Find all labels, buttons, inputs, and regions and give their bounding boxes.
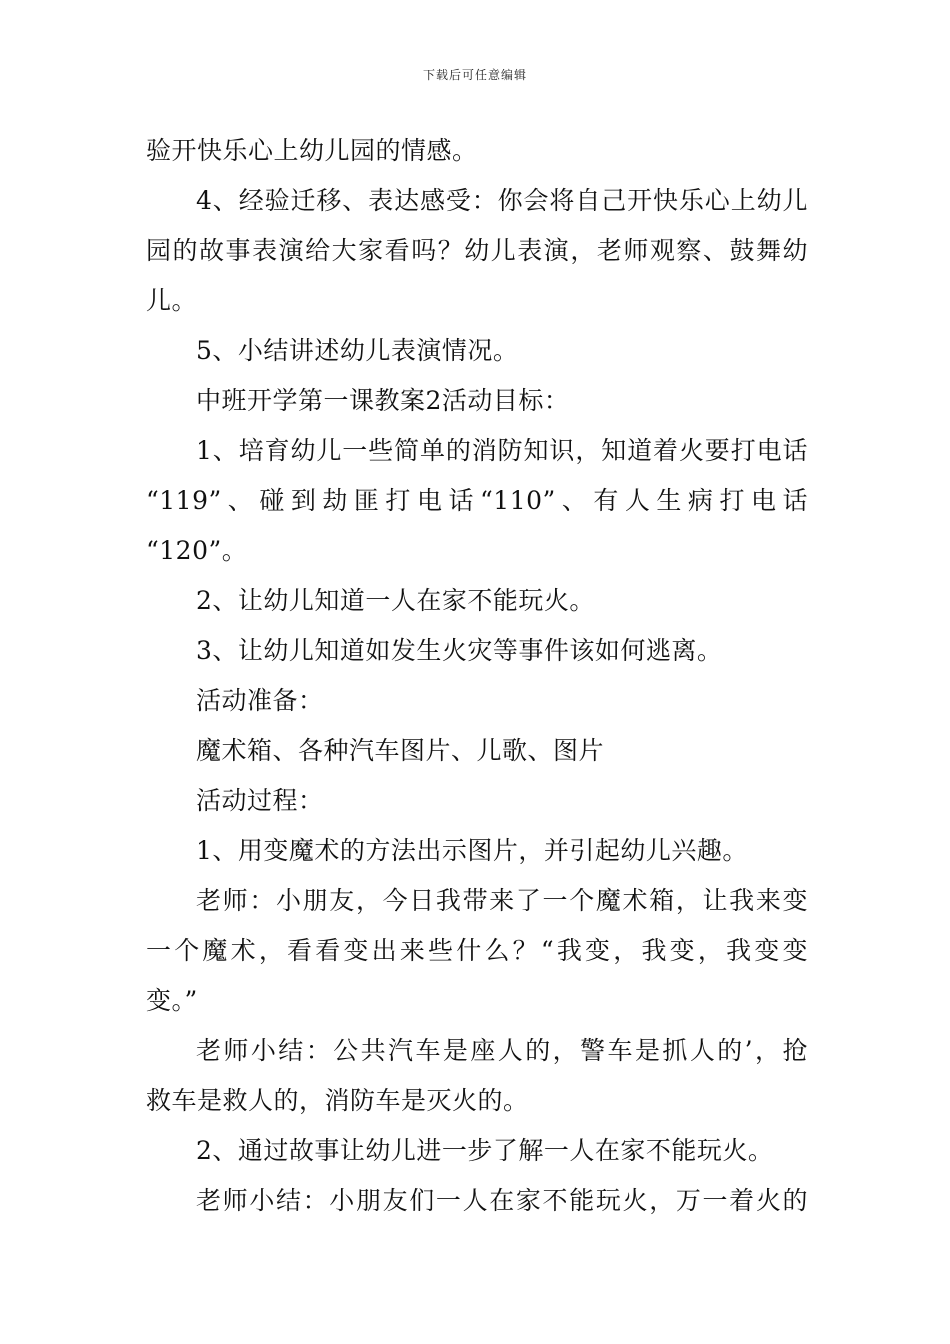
page-header: 下载后可任意编辑 xyxy=(422,68,527,82)
text-line: 儿。 xyxy=(146,286,198,315)
text-line: 活动过程： xyxy=(196,786,324,815)
text-line: 救车是救人的，消防车是灭火的。 xyxy=(146,1086,529,1115)
text-line: 5、小结讲述幼儿表演情况。 xyxy=(196,336,519,365)
document-body xyxy=(146,126,808,1226)
text-line: 园的故事表演给大家看吗？幼儿表演，老师观察、鼓舞幼 xyxy=(146,236,808,265)
text-line: 1、培育幼儿一些简单的消防知识，知道着火要打电话 xyxy=(196,436,808,465)
text-line: 老师小结：小朋友们一人在家不能玩火，万一着火的 xyxy=(196,1186,808,1215)
text-line: “120”。 xyxy=(146,536,248,565)
text-line: 一个魔术，看看变出来些什么？“我变，我变，我变变 xyxy=(146,936,808,965)
text-line: 2、让幼儿知道一人在家不能玩火。 xyxy=(196,586,595,615)
text-line: 中班开学第一课教案2活动目标： xyxy=(196,386,570,415)
text-line: 2、通过故事让幼儿进一步了解一人在家不能玩火。 xyxy=(196,1136,774,1165)
text-line: 活动准备： xyxy=(196,686,324,715)
text-line: 1、用变魔术的方法出示图片，并引起幼儿兴趣。 xyxy=(196,836,748,865)
text-line: 老师小结：公共汽车是座人的，警车是抓人的’，抢 xyxy=(196,1036,808,1065)
text-line: “119”、碰到劫匪打电话“110”、有人生病打电话 xyxy=(146,486,808,515)
text-line: 老师：小朋友，今日我带来了一个魔术箱，让我来变 xyxy=(196,886,808,915)
text-line: 4、经验迁移、表达感受：你会将自己开快乐心上幼儿 xyxy=(196,186,808,215)
text-line: 验开快乐心上幼儿园的情感。 xyxy=(146,136,478,165)
text-line: 变。” xyxy=(146,986,198,1015)
text-line: 3、让幼儿知道如发生火灾等事件该如何逃离。 xyxy=(196,636,723,665)
text-line: 魔术箱、各种汽车图片、儿歌、图片 xyxy=(196,736,605,765)
